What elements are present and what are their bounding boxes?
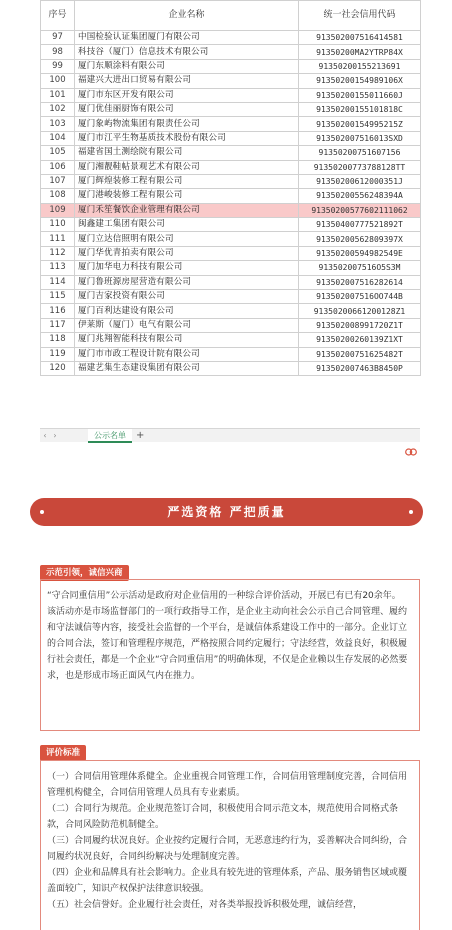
- cell-no[interactable]: 99: [41, 59, 75, 73]
- prev-sheet-button[interactable]: ‹: [43, 431, 47, 440]
- cell-no[interactable]: 109: [41, 203, 75, 217]
- cell-company-name[interactable]: 福建省国土测绘院有限公司: [75, 146, 299, 160]
- cell-no[interactable]: 107: [41, 174, 75, 188]
- section1-tag: 示范引领，诚信兴商: [40, 565, 129, 581]
- section1-para1: “守合同重信用”公示活动是政府对企业信用的一种综合评价活动，开展已有已有20余年。: [47, 591, 401, 601]
- table-row[interactable]: [41, 361, 421, 375]
- cell-no[interactable]: 105: [41, 146, 75, 160]
- cell-no[interactable]: 110: [41, 218, 75, 232]
- cell-no[interactable]: 104: [41, 131, 75, 145]
- cell-credit-code[interactable]: 91350200751607156: [299, 146, 421, 160]
- cell-company-name[interactable]: 厦门兆翔智能科技有限公司: [75, 333, 299, 347]
- cell-no[interactable]: 118: [41, 333, 75, 347]
- cell-company-name[interactable]: 中国检验认证集团厦门有限公司: [75, 31, 299, 45]
- section1-para2: 该活动亦是市场监督部门的一项行政指导工作，是企业主动向社会公示自己合同管理、履约和守法诚信等内容，接受社会监督的一个平台，是诚信体系建设工作中的一部分。企业订立的合同合法，签订和管理程序规范，严格按照合同约定履行；守法经营，效益良好，积极履行社会责任，都是一个企业“守合同重信用”的明确体现，不仅是企业赖以生存发展的必然要求，也是形成市场正面风气内在推力。: [47, 607, 408, 681]
- cell-credit-code[interactable]: 913502007463B8450P: [299, 361, 421, 375]
- cell-no[interactable]: 113: [41, 261, 75, 275]
- cell-credit-code[interactable]: 91350200562809397X: [299, 232, 421, 246]
- section-banner: 严选资格 严把质量: [30, 498, 423, 526]
- table-header-row: [41, 1, 421, 31]
- cell-credit-code[interactable]: 913502007516OO744B: [299, 290, 421, 304]
- table-row[interactable]: [41, 102, 421, 116]
- cell-credit-code[interactable]: 91350200612000351J: [299, 174, 421, 188]
- cell-credit-code[interactable]: 91350200154989106X: [299, 74, 421, 88]
- criteria-item: （一）合同信用管理体系健全。企业重视合同管理工作，合同信用管理制度完善，合同信用管理机构健全，合同信用管理人员具有专业素质。: [47, 772, 408, 798]
- cell-credit-code[interactable]: 91350200260139Z1XT: [299, 333, 421, 347]
- criteria-item: （五）社会信誉好。企业履行社会责任，对各类举报投诉积极处理，诚信经营，: [47, 900, 363, 910]
- cell-no[interactable]: 106: [41, 160, 75, 174]
- cell-company-name[interactable]: 厦门辉煌装修工程有限公司: [75, 174, 299, 188]
- table-row[interactable]: [41, 333, 421, 347]
- section2-tag: 评价标准: [40, 745, 86, 761]
- add-sheet-button[interactable]: +: [136, 430, 145, 441]
- cell-credit-code[interactable]: 913502007516414581: [299, 31, 421, 45]
- table-row[interactable]: [41, 275, 421, 289]
- next-sheet-button[interactable]: ›: [53, 431, 57, 440]
- table-row[interactable]: [41, 218, 421, 232]
- cell-no[interactable]: 117: [41, 318, 75, 332]
- cell-credit-code[interactable]: 91350200751625482T: [299, 347, 421, 361]
- cell-credit-code[interactable]: 91350200773788128TT: [299, 160, 421, 174]
- cell-no[interactable]: 115: [41, 290, 75, 304]
- cell-no[interactable]: 111: [41, 232, 75, 246]
- header-name[interactable]: 企业名称: [75, 1, 299, 31]
- header-no[interactable]: 序号: [41, 1, 75, 31]
- cell-company-name[interactable]: 厦门港峻装修工程有限公司: [75, 189, 299, 203]
- cell-no[interactable]: 101: [41, 88, 75, 102]
- cell-no[interactable]: 119: [41, 347, 75, 361]
- cell-no[interactable]: 102: [41, 102, 75, 116]
- cell-company-name[interactable]: 厦门百利达建设有限公司: [75, 304, 299, 318]
- cell-credit-code[interactable]: 91350200155011660J: [299, 88, 421, 102]
- table-row[interactable]: [41, 117, 421, 131]
- cell-credit-code[interactable]: 91350200556248394A: [299, 189, 421, 203]
- cell-company-name[interactable]: 伊莱斯（厦门）电气有限公司: [75, 318, 299, 332]
- table-row[interactable]: [41, 347, 421, 361]
- cell-credit-code[interactable]: 913502007516O5S3M: [299, 261, 421, 275]
- table-row[interactable]: [41, 318, 421, 332]
- table-row[interactable]: [41, 232, 421, 246]
- table-row[interactable]: [41, 174, 421, 188]
- cell-credit-code[interactable]: 91350200661200128Z1: [299, 304, 421, 318]
- cell-credit-code[interactable]: 91350200MA2YTRP84X: [299, 45, 421, 59]
- sheet-tab-public-list[interactable]: 公示名单: [88, 429, 132, 443]
- table-row[interactable]: [41, 45, 421, 59]
- cell-company-name[interactable]: 福建兴大进出口贸易有限公司: [75, 74, 299, 88]
- cell-company-name[interactable]: 厦门优佳丽厨饰有限公司: [75, 102, 299, 116]
- cell-credit-code[interactable]: 91350200577602111062: [299, 203, 421, 217]
- cell-company-name[interactable]: 厦门立达信照明有限公司: [75, 232, 299, 246]
- cell-no[interactable]: 116: [41, 304, 75, 318]
- cell-no[interactable]: 98: [41, 45, 75, 59]
- cell-credit-code[interactable]: 91350200155213691: [299, 59, 421, 73]
- table-row[interactable]: [41, 88, 421, 102]
- table-row[interactable]: [41, 131, 421, 145]
- cell-company-name[interactable]: 厦门市东区开发有限公司: [75, 88, 299, 102]
- company-table: [40, 0, 421, 376]
- table-row[interactable]: [41, 261, 421, 275]
- cell-no[interactable]: 97: [41, 31, 75, 45]
- cell-no[interactable]: 108: [41, 189, 75, 203]
- cell-credit-code[interactable]: 913502007516013SXD: [299, 131, 421, 145]
- cell-company-name[interactable]: 厦门鲁班源房屋营造有限公司: [75, 275, 299, 289]
- cell-company-name[interactable]: 厦门市市政工程设计院有限公司: [75, 347, 299, 361]
- cell-company-name[interactable]: 厦门市江平生物基质技术股份有限公司: [75, 131, 299, 145]
- cell-no[interactable]: 114: [41, 275, 75, 289]
- table-row[interactable]: [41, 246, 421, 260]
- criteria-item: （三）合同履约状况良好。企业按约定履行合同，无恶意违约行为，妥善解决合同纠纷，合同履约状况良好，合同纠纷解决与处理制度完善。: [47, 836, 408, 862]
- table-row[interactable]: [41, 290, 421, 304]
- cell-credit-code[interactable]: 913502007516282614: [299, 275, 421, 289]
- criteria-item: （二）合同行为规范。企业规范签订合同，积极使用合同示范文本，规范使用合同格式条款，合同风险防范机制健全。: [47, 804, 399, 830]
- header-code[interactable]: 统一社会信用代码: [299, 1, 421, 31]
- cell-company-name[interactable]: 福建艺集生态建设集团有限公司: [75, 361, 299, 375]
- spreadsheet: [40, 0, 420, 428]
- cell-credit-code[interactable]: 91350400777521892T: [299, 218, 421, 232]
- sheet-tab-bar: [40, 428, 420, 442]
- cell-company-name[interactable]: 闽鑫建工集团有限公司: [75, 218, 299, 232]
- table-row[interactable]: [41, 160, 421, 174]
- cell-company-name[interactable]: 厦门吉家投资有限公司: [75, 290, 299, 304]
- table-row[interactable]: [41, 74, 421, 88]
- cell-company-name[interactable]: 厦门华优青拍卖有限公司: [75, 246, 299, 260]
- cell-company-name[interactable]: 厦门加华电力科技有限公司: [75, 261, 299, 275]
- cell-credit-code[interactable]: 913502008991720Z1T: [299, 318, 421, 332]
- table-row[interactable]: [41, 59, 421, 73]
- table-row[interactable]: [41, 31, 421, 45]
- cell-credit-code[interactable]: 91350200155101818C: [299, 102, 421, 116]
- cell-no[interactable]: 103: [41, 117, 75, 131]
- cell-company-name[interactable]: 科技谷（厦门）信息技术有限公司: [75, 45, 299, 59]
- table-row[interactable]: [41, 146, 421, 160]
- criteria-item: （四）企业和品牌具有社会影响力。企业具有较先进的管理体系，产品、服务销售区域或覆盖面较广，知识产权保护法律意识较强。: [47, 868, 408, 894]
- cell-company-name[interactable]: 厦门湘靓鞋帖景观艺术有限公司: [75, 160, 299, 174]
- table-row[interactable]: [41, 304, 421, 318]
- link-icon: [405, 448, 417, 456]
- cell-no[interactable]: 100: [41, 74, 75, 88]
- table-row[interactable]: [41, 189, 421, 203]
- cell-no[interactable]: 112: [41, 246, 75, 260]
- cell-credit-code[interactable]: 91350200154995215Z: [299, 117, 421, 131]
- cell-no[interactable]: 120: [41, 361, 75, 375]
- section2-content: [40, 760, 420, 930]
- cell-company-name[interactable]: 厦门东顺涂料有限公司: [75, 59, 299, 73]
- cell-company-name[interactable]: 厦门象屿物流集团有限责任公司: [75, 117, 299, 131]
- cell-credit-code[interactable]: 91350200594982549E: [299, 246, 421, 260]
- cell-company-name[interactable]: 厦门禾笙餐饮企业管理有限公司: [75, 203, 299, 217]
- table-row[interactable]: [41, 203, 421, 217]
- section1-content: [40, 579, 420, 731]
